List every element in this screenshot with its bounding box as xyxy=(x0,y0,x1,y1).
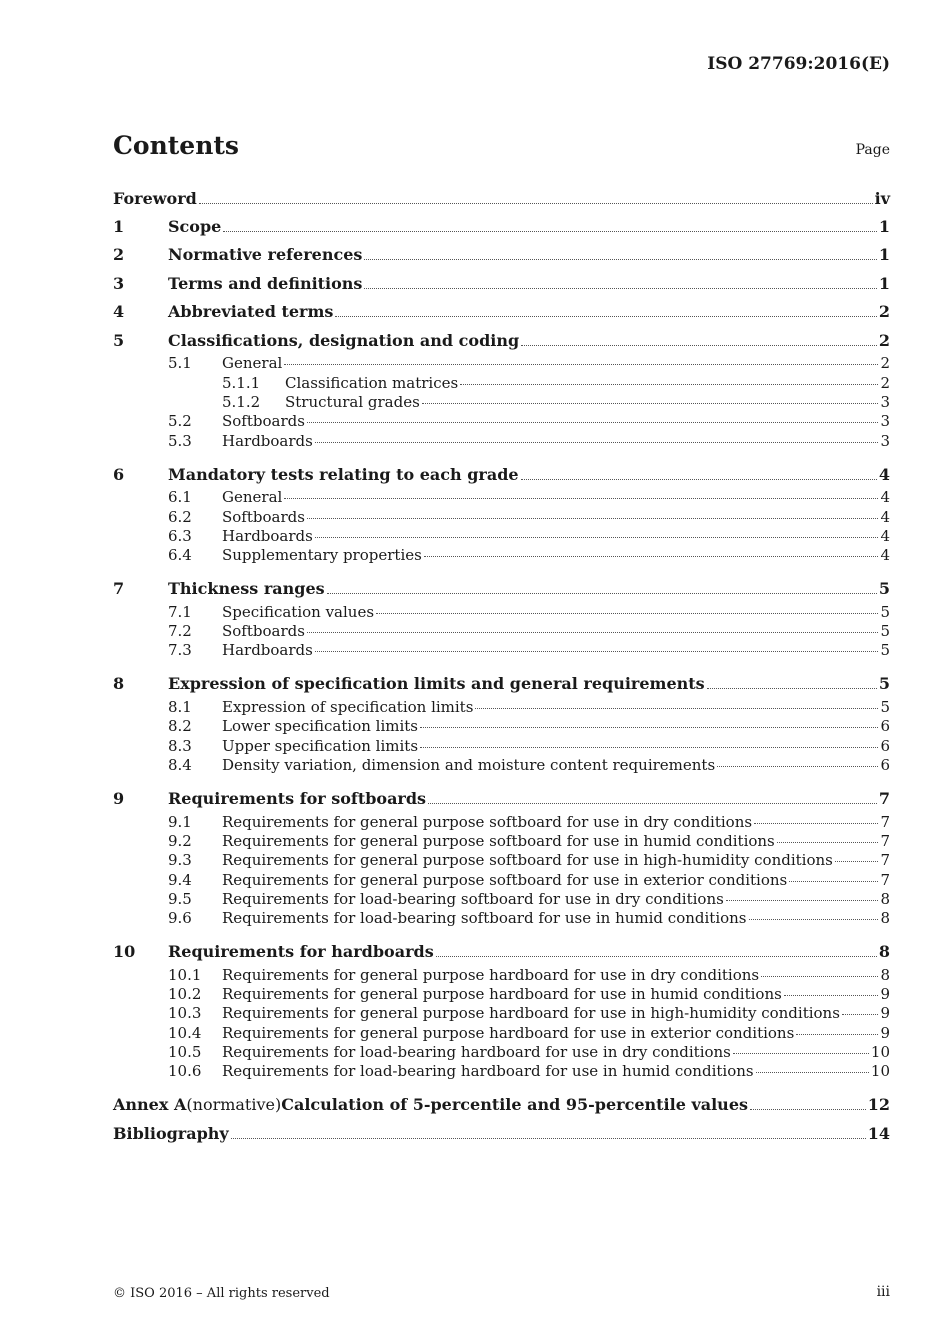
toc-title: Expression of specification limits and general requirements xyxy=(168,674,705,694)
toc-title: Abbreviated terms xyxy=(168,302,334,322)
toc-note: (normative) xyxy=(186,1095,282,1115)
toc-entry[interactable] xyxy=(113,698,890,717)
toc-page: 7 xyxy=(878,788,890,808)
contents-title: Contents xyxy=(113,131,240,160)
toc-number: 7.2 xyxy=(168,622,192,641)
toc-number: 3 xyxy=(113,273,125,293)
toc-title: Upper specification limits xyxy=(222,736,419,755)
toc-number: 6.1 xyxy=(168,488,192,507)
toc-title: Requirements for general purpose hardboard for use in dry conditions xyxy=(222,965,760,984)
dot-leader xyxy=(307,518,879,519)
toc-entry[interactable] xyxy=(113,1062,890,1081)
toc-page: 8 xyxy=(878,942,890,962)
dot-leader xyxy=(364,288,876,289)
toc-entry[interactable] xyxy=(113,269,890,297)
toc-entry[interactable] xyxy=(113,212,890,240)
toc-number: 9 xyxy=(113,788,125,808)
dot-leader xyxy=(376,613,878,614)
toc-title: Lower specification limits xyxy=(222,717,418,736)
toc-entry[interactable] xyxy=(113,574,890,602)
toc-page: 1 xyxy=(878,245,890,265)
dot-leader xyxy=(756,1072,869,1073)
dot-leader xyxy=(521,479,877,480)
toc-number: 10 xyxy=(113,942,136,962)
toc-entry[interactable] xyxy=(113,813,890,832)
toc-entry[interactable] xyxy=(113,871,890,890)
dot-leader xyxy=(754,823,878,824)
toc-number: 8.3 xyxy=(168,736,192,755)
toc-page: 7 xyxy=(880,812,890,831)
toc-title: Foreword xyxy=(113,188,197,208)
toc-title: Requirements for general purpose softboard for use in exterior conditions xyxy=(222,870,788,889)
toc-number: 5.1.1 xyxy=(222,373,261,392)
toc-number: 5.3 xyxy=(168,431,192,450)
dot-leader xyxy=(784,995,879,996)
dot-leader xyxy=(424,556,879,557)
dot-leader xyxy=(750,1109,866,1110)
toc-page: 2 xyxy=(878,302,890,322)
toc-entry[interactable] xyxy=(113,832,890,851)
dot-leader xyxy=(707,688,877,689)
toc-entry[interactable] xyxy=(113,622,890,641)
toc-entry[interactable] xyxy=(113,412,890,431)
toc-page: 5 xyxy=(880,641,890,660)
toc-page: 7 xyxy=(880,851,890,870)
toc-title: Requirements for general purpose softboard for use in high-humidity conditions xyxy=(222,851,833,870)
dot-leader xyxy=(420,727,878,728)
toc-entry[interactable] xyxy=(113,1091,890,1119)
toc-number: 9.3 xyxy=(168,851,192,870)
toc-entry[interactable] xyxy=(113,756,890,775)
toc-title: Terms and definitions xyxy=(168,273,363,293)
toc-title: General xyxy=(222,488,283,507)
dot-leader xyxy=(315,442,879,443)
dot-leader xyxy=(796,1034,878,1035)
dot-leader xyxy=(307,422,879,423)
toc-page: 3 xyxy=(880,392,890,411)
toc-entry[interactable] xyxy=(113,890,890,909)
toc-title: Requirements for general purpose hardboard for use in humid conditions xyxy=(222,985,782,1004)
dot-leader xyxy=(436,956,877,957)
toc-number: 7.3 xyxy=(168,641,192,660)
toc-title: Requirements for load-bearing hardboard for use in humid conditions xyxy=(222,1062,754,1081)
toc-number: 10.3 xyxy=(168,1004,202,1023)
page-number: iii xyxy=(876,1284,890,1300)
toc-page: 9 xyxy=(880,985,890,1004)
toc-entry[interactable] xyxy=(113,1119,890,1147)
toc-page: 2 xyxy=(878,330,890,350)
toc-entry[interactable] xyxy=(113,488,890,507)
dot-leader xyxy=(835,861,879,862)
toc-number: 6.3 xyxy=(168,526,192,545)
toc-title: Softboards xyxy=(222,507,305,526)
toc-entry[interactable] xyxy=(113,985,890,1004)
toc-number: 4 xyxy=(113,302,125,322)
toc-title: Density variation, dimension and moisture content requirements xyxy=(222,755,716,774)
dot-leader xyxy=(335,316,876,317)
toc-page: 5 xyxy=(878,674,890,694)
toc-title: Requirements for load-bearing hardboard for use in dry conditions xyxy=(222,1043,731,1062)
dot-leader xyxy=(364,259,876,260)
toc-entry[interactable] xyxy=(113,641,890,660)
dot-leader xyxy=(420,747,878,748)
toc-entry[interactable] xyxy=(113,460,890,488)
toc-title: Requirements for general purpose softboard for use in humid conditions xyxy=(222,831,775,850)
dot-leader xyxy=(315,651,879,652)
dot-leader xyxy=(717,766,878,767)
toc-title: Requirements for load-bearing softboard for use in dry conditions xyxy=(222,889,724,908)
toc-title: Requirements for general purpose softboard for use in dry conditions xyxy=(222,812,753,831)
toc-page: iv xyxy=(874,188,890,208)
toc-entry[interactable] xyxy=(113,527,890,546)
toc-number: 10.4 xyxy=(168,1023,202,1042)
toc-page: 8 xyxy=(880,965,890,984)
toc-number: 9.4 xyxy=(168,870,192,889)
toc-page: 9 xyxy=(880,1023,890,1042)
page-column-label: Page xyxy=(855,142,890,158)
toc-title: Requirements for load-bearing softboard for use in humid conditions xyxy=(222,909,747,928)
toc-title: Hardboards xyxy=(222,526,313,545)
toc-page: 8 xyxy=(880,909,890,928)
toc-entry[interactable] xyxy=(113,966,890,985)
toc-number: 6 xyxy=(113,464,125,484)
dot-leader xyxy=(789,881,878,882)
dot-leader xyxy=(231,1138,866,1139)
toc-title: Bibliography xyxy=(113,1123,229,1143)
toc-entry[interactable] xyxy=(113,184,890,212)
toc-page: 2 xyxy=(880,373,890,392)
toc-number: 8.1 xyxy=(168,698,192,717)
toc-number: 8 xyxy=(113,674,125,694)
table-of-contents xyxy=(113,184,890,1147)
toc-title: Requirements for hardboards xyxy=(168,942,434,962)
dot-leader xyxy=(761,976,878,977)
dot-leader xyxy=(284,498,878,499)
toc-page: 6 xyxy=(880,717,890,736)
toc-page: 5 xyxy=(878,579,890,599)
toc-entry[interactable] xyxy=(113,1004,890,1023)
toc-number: 7 xyxy=(113,579,125,599)
toc-number: 5 xyxy=(113,330,125,350)
toc-title: Specification values xyxy=(222,602,375,621)
toc-entry[interactable] xyxy=(113,354,890,373)
toc-number: 1 xyxy=(113,217,125,237)
toc-entry[interactable] xyxy=(113,432,890,451)
toc-page: 6 xyxy=(880,755,890,774)
toc-title: Hardboards xyxy=(222,641,313,660)
toc-page: 14 xyxy=(867,1123,890,1143)
toc-entry[interactable] xyxy=(113,1043,890,1062)
toc-title: Structural grades xyxy=(285,392,420,411)
dot-leader xyxy=(726,900,879,901)
toc-title: Annex A xyxy=(113,1095,187,1115)
dot-leader xyxy=(199,203,873,204)
toc-title: General xyxy=(222,354,283,373)
toc-page: 4 xyxy=(880,526,890,545)
toc-page: 1 xyxy=(878,217,890,237)
toc-page: 7 xyxy=(880,831,890,850)
toc-number: 5.2 xyxy=(168,412,192,431)
toc-page: 10 xyxy=(870,1062,890,1081)
toc-title: Supplementary properties xyxy=(222,546,422,565)
toc-page: 4 xyxy=(880,546,890,565)
dot-leader xyxy=(460,384,878,385)
toc-title: Softboards xyxy=(222,622,305,641)
toc-number: 10.6 xyxy=(168,1062,202,1081)
toc-page: 1 xyxy=(878,273,890,293)
dot-leader xyxy=(307,632,879,633)
toc-entry[interactable] xyxy=(113,546,890,565)
toc-title: Classification matrices xyxy=(285,373,459,392)
toc-entry[interactable] xyxy=(113,298,890,326)
dot-leader xyxy=(842,1014,879,1015)
dot-leader xyxy=(284,364,878,365)
toc-entry[interactable] xyxy=(113,851,890,870)
toc-number: 6.2 xyxy=(168,507,192,526)
toc-entry[interactable] xyxy=(113,508,890,527)
toc-entry[interactable] xyxy=(113,603,890,622)
toc-number: 9.5 xyxy=(168,889,192,908)
toc-title: Requirements for general purpose hardboard for use in high-humidity conditions xyxy=(222,1004,840,1023)
toc-number: 9.1 xyxy=(168,812,192,831)
toc-title: Mandatory tests relating to each grade xyxy=(168,464,519,484)
toc-page: 12 xyxy=(867,1095,890,1115)
toc-page: 5 xyxy=(880,622,890,641)
copyright-notice: © ISO 2016 – All rights reserved xyxy=(113,1286,330,1301)
toc-entry[interactable] xyxy=(113,326,890,354)
toc-entry[interactable] xyxy=(113,717,890,736)
toc-entry[interactable] xyxy=(113,393,890,412)
toc-page: 3 xyxy=(880,431,890,450)
dot-leader xyxy=(428,803,877,804)
toc-page: 10 xyxy=(870,1043,890,1062)
toc-page: 9 xyxy=(880,1004,890,1023)
toc-page: 4 xyxy=(878,464,890,484)
toc-number: 5.1 xyxy=(168,354,192,373)
toc-number: 9.2 xyxy=(168,831,192,850)
toc-title: Classifications, designation and coding xyxy=(168,330,520,350)
toc-number: 8.4 xyxy=(168,755,192,774)
toc-title: Normative references xyxy=(168,245,363,265)
dot-leader xyxy=(327,593,877,594)
dot-leader xyxy=(777,842,879,843)
toc-title: Hardboards xyxy=(222,431,313,450)
dot-leader xyxy=(521,345,877,346)
toc-title: Softboards xyxy=(222,412,305,431)
toc-entry[interactable] xyxy=(113,909,890,928)
toc-number: 10.5 xyxy=(168,1043,202,1062)
dot-leader xyxy=(315,537,879,538)
toc-page: 2 xyxy=(880,354,890,373)
toc-number: 9.6 xyxy=(168,909,192,928)
toc-title: Requirements for softboards xyxy=(168,788,427,808)
dot-leader xyxy=(475,708,878,709)
toc-page: 8 xyxy=(880,889,890,908)
toc-number: 10.1 xyxy=(168,965,202,984)
toc-number: 6.4 xyxy=(168,546,192,565)
toc-entry[interactable] xyxy=(113,241,890,269)
toc-number: 5.1.2 xyxy=(222,392,261,411)
toc-page: 6 xyxy=(880,736,890,755)
toc-title: Thickness ranges xyxy=(168,579,325,599)
toc-entry[interactable] xyxy=(113,737,890,756)
toc-page: 3 xyxy=(880,412,890,431)
toc-page: 4 xyxy=(880,507,890,526)
toc-title: Scope xyxy=(168,217,222,237)
toc-entry[interactable] xyxy=(113,937,890,965)
toc-number: 8.2 xyxy=(168,717,192,736)
toc-entry[interactable] xyxy=(113,670,890,698)
dot-leader xyxy=(422,403,879,404)
toc-number: 2 xyxy=(113,245,125,265)
toc-entry[interactable] xyxy=(113,374,890,393)
toc-entry[interactable] xyxy=(113,1024,890,1043)
toc-title-continued: Calculation of 5-percentile and 95-percentile values xyxy=(281,1095,748,1115)
toc-page: 5 xyxy=(880,698,890,717)
document-id: ISO 27769:2016(E) xyxy=(707,54,890,74)
toc-number: 7.1 xyxy=(168,602,192,621)
toc-page: 4 xyxy=(880,488,890,507)
toc-entry[interactable] xyxy=(113,784,890,812)
toc-page: 7 xyxy=(880,870,890,889)
toc-number: 10.2 xyxy=(168,985,202,1004)
toc-title: Requirements for general purpose hardboard for use in exterior conditions xyxy=(222,1023,795,1042)
toc-page: 5 xyxy=(880,602,890,621)
dot-leader xyxy=(749,919,879,920)
dot-leader xyxy=(733,1053,869,1054)
dot-leader xyxy=(223,231,877,232)
toc-title: Expression of specification limits xyxy=(222,698,474,717)
